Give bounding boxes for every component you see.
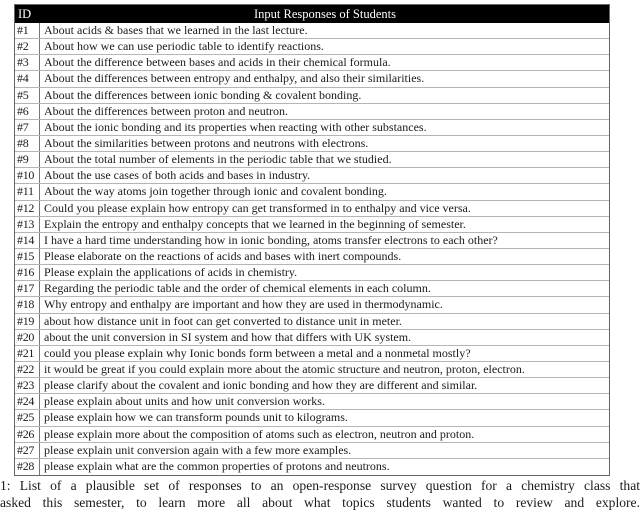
row-id-cell: #26 [15,427,40,442]
table-row [15,459,609,475]
row-id-cell: #12 [15,201,40,216]
row-response-cell: About acids & bases that we learned in the last lecture. [40,23,609,38]
row-response-cell: please explain how we can transform pounds unit to kilograms. [40,410,609,425]
row-id-cell: #25 [15,410,40,425]
row-response-cell: Please explain the applications of acids in chemistry. [40,265,609,280]
row-id-cell: #15 [15,249,40,264]
row-id-cell: #11 [15,184,40,199]
row-response-cell: Why entropy and enthalpy are important and how they are used in thermodynamic. [40,297,609,312]
row-response-cell: About the difference between bases and acids in their chemical formula. [40,55,609,70]
row-response-cell: About the similarities between protons and neutrons with electrons. [40,136,609,151]
table-row [15,410,609,426]
row-id-cell: #27 [15,443,40,458]
row-id-cell: #5 [15,88,40,103]
table-row [15,217,609,233]
table-row [15,378,609,394]
header-id: ID [15,7,41,22]
row-response-cell: it would be great if you could explain more about the atomic structure and neutron, proton, electron. [40,362,609,377]
table-row [15,394,609,410]
row-id-cell: #19 [15,314,40,329]
table-row [15,330,609,346]
row-id-cell: #7 [15,120,40,135]
row-response-cell: please explain unit conversion again with a few more examples. [40,443,609,458]
table-body [15,23,609,475]
row-response-cell: Please elaborate on the reactions of acids and bases with inert compounds. [40,249,609,264]
table-row [15,55,609,71]
row-id-cell: #28 [15,459,40,475]
row-response-cell: About the use cases of both acids and bases in industry. [40,168,609,183]
table-row [15,233,609,249]
caption-line-1: 1: List of a plausible set of responses to an open-response survey question for a chemistry class that [0,478,640,495]
header-responses: Input Responses of Students [41,7,609,22]
row-response-cell: please explain about units and how unit conversion works. [40,394,609,409]
row-id-cell: #22 [15,362,40,377]
row-id-cell: #6 [15,104,40,119]
row-id-cell: #9 [15,152,40,167]
row-response-cell: About the way atoms join together through ionic and covalent bonding. [40,184,609,199]
row-response-cell: About the differences between ionic bonding & covalent bonding. [40,88,609,103]
row-id-cell: #18 [15,297,40,312]
table-row [15,136,609,152]
caption-line-2: asked this semester, to learn more all about what topics students wanted to review and explore. [0,495,640,511]
row-id-cell: #17 [15,281,40,296]
table-row [15,71,609,87]
table-row [15,443,609,459]
row-response-cell: Could you please explain how entropy can get transformed in to enthalpy and vice versa. [40,201,609,216]
row-id-cell: #4 [15,71,40,86]
table-row [15,297,609,313]
table-row [15,184,609,200]
row-id-cell: #2 [15,39,40,54]
table-row [15,427,609,443]
row-response-cell: About the total number of elements in the periodic table that we studied. [40,152,609,167]
row-response-cell: About the differences between proton and neutron. [40,104,609,119]
row-response-cell: About how we can use periodic table to identify reactions. [40,39,609,54]
table-row [15,249,609,265]
row-response-cell: About the ionic bonding and its properties when reacting with other substances. [40,120,609,135]
row-response-cell: I have a hard time understanding how in ionic bonding, atoms transfer electrons to each other? [40,233,609,248]
table-header-row [15,5,609,23]
row-response-cell: please explain what are the common properties of protons and neutrons. [40,459,609,474]
table-row [15,265,609,281]
row-id-cell: #23 [15,378,40,393]
row-response-cell: could you please explain why Ionic bonds form between a metal and a nonmetal mostly? [40,346,609,361]
row-id-cell: #20 [15,330,40,345]
table-row [15,39,609,55]
table-row [15,168,609,184]
row-response-cell: Regarding the periodic table and the order of chemical elements in each column. [40,281,609,296]
table-row [15,201,609,217]
student-responses-table [14,4,610,476]
table-row [15,346,609,362]
table-row [15,104,609,120]
row-id-cell: #13 [15,217,40,232]
row-id-cell: #3 [15,55,40,70]
table-row [15,23,609,39]
table-row [15,362,609,378]
row-id-cell: #21 [15,346,40,361]
row-id-cell: #24 [15,394,40,409]
table-row [15,152,609,168]
table-row [15,88,609,104]
row-response-cell: about the unit conversion in SI system and how that differs with UK system. [40,330,609,345]
row-id-cell: #1 [15,23,40,38]
row-response-cell: Explain the entropy and enthalpy concepts that we learned in the beginning of semester. [40,217,609,232]
row-id-cell: #10 [15,168,40,183]
row-response-cell: about how distance unit in foot can get converted to distance unit in meter. [40,314,609,329]
table-caption [0,478,640,511]
row-id-cell: #14 [15,233,40,248]
table-row [15,281,609,297]
row-id-cell: #16 [15,265,40,280]
table-row [15,314,609,330]
row-response-cell: please clarify about the covalent and ionic bonding and how they are different and similar. [40,378,609,393]
table-row [15,120,609,136]
row-response-cell: please explain more about the composition of atoms such as electron, neutron and proton. [40,427,609,442]
row-id-cell: #8 [15,136,40,151]
row-response-cell: About the differences between entropy and enthalpy, and also their similarities. [40,71,609,86]
